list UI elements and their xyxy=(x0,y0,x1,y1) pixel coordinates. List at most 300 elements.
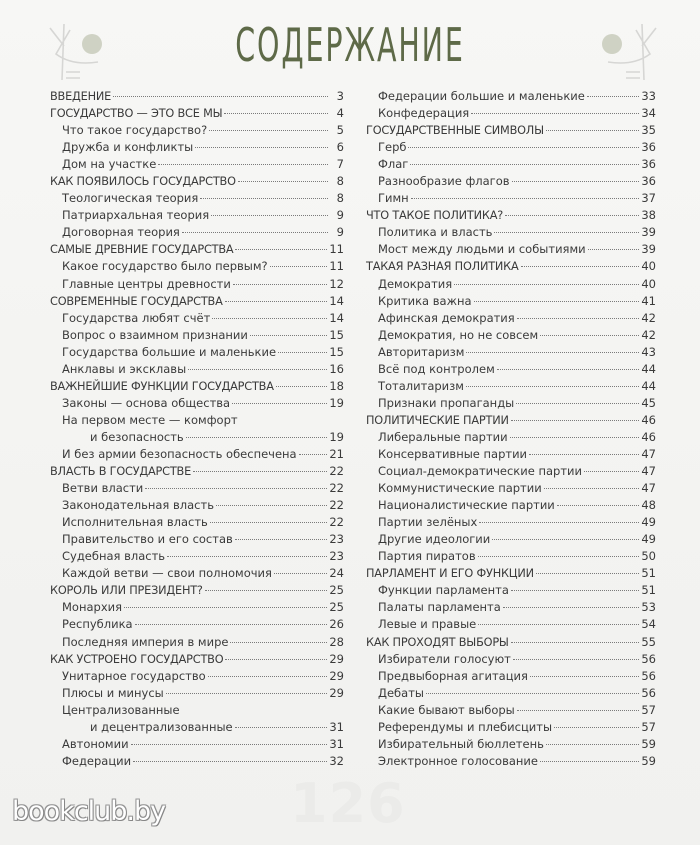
dot-leader xyxy=(540,761,639,762)
toc-subsection-entry xyxy=(366,548,656,565)
toc-section-entry xyxy=(50,88,344,105)
toc-subsection-entry xyxy=(50,616,344,633)
toc-subsection-entry xyxy=(50,429,344,446)
dot-leader xyxy=(193,471,327,472)
toc-entry-title: Судебная власть xyxy=(62,549,166,564)
toc-entry-title: Вопрос о взаимном признании xyxy=(62,327,248,342)
dot-leader xyxy=(517,318,640,319)
toc-subsection-entry xyxy=(50,702,344,719)
toc-subsection-entry xyxy=(50,310,344,327)
toc-page-number: 48 xyxy=(641,498,656,513)
sprout-circle-icon xyxy=(42,20,112,90)
toc-subsection-entry xyxy=(50,668,344,685)
dot-leader xyxy=(478,624,639,625)
toc-entry-title: ВВЕДЕНИЕ xyxy=(50,90,112,103)
dot-leader xyxy=(145,488,327,489)
dot-leader xyxy=(225,301,328,302)
toc-entry-title: Какое государство было первым? xyxy=(62,259,268,274)
toc-entry-title: Законодательная власть xyxy=(62,498,214,513)
toc-entry-title: и безопасность xyxy=(90,429,184,444)
toc-column-right xyxy=(366,88,656,770)
dot-leader xyxy=(131,744,328,745)
toc-subsection-entry xyxy=(50,122,344,139)
dot-leader xyxy=(200,198,328,199)
toc-page-number: 28 xyxy=(329,634,344,649)
dot-leader xyxy=(517,710,640,711)
toc-page-number: 4 xyxy=(336,106,344,121)
toc-entry-title: Либеральные партии xyxy=(378,429,508,444)
dot-leader xyxy=(511,642,640,643)
toc-entry-title: ГОСУДАРСТВЕННЫЕ СИМВОЛЫ xyxy=(366,124,544,138)
dot-leader xyxy=(135,624,328,625)
toc-page-number: 14 xyxy=(329,310,344,325)
toc-section-entry xyxy=(366,258,656,275)
toc-subsection-entry xyxy=(366,668,656,685)
toc-entry-title: и децентрализованные xyxy=(90,719,233,734)
toc-subsection-entry xyxy=(50,344,344,361)
dot-leader xyxy=(158,164,328,165)
toc-subsection-entry xyxy=(50,395,344,412)
toc-page-number: 16 xyxy=(329,361,344,376)
toc-page-number: 18 xyxy=(329,378,344,393)
dot-leader xyxy=(410,164,639,165)
dot-leader xyxy=(235,539,328,540)
dot-leader xyxy=(233,284,328,285)
toc-subsection-entry xyxy=(50,753,344,770)
toc-page-number: 12 xyxy=(329,276,344,291)
toc-subsection-entry xyxy=(366,736,656,753)
toc-page-number: 11 xyxy=(329,242,344,257)
toc-subsection-entry xyxy=(50,156,344,173)
dot-leader xyxy=(408,147,639,148)
dot-leader xyxy=(529,454,639,455)
toc-entry-title: Правительство и его состав xyxy=(62,532,233,547)
dot-leader xyxy=(478,556,640,557)
toc-entry-title: Плюсы и минусы xyxy=(62,685,164,700)
toc-page-number: 46 xyxy=(641,429,656,444)
dot-leader xyxy=(494,232,639,233)
dot-leader xyxy=(186,437,328,438)
toc-page-number: 53 xyxy=(641,600,656,615)
toc-subsection-entry xyxy=(366,241,656,258)
toc-entry-title: ВЛАСТЬ В ГОСУДАРСТВЕ xyxy=(50,465,192,479)
dot-leader xyxy=(536,573,639,574)
toc-entry-title: Другие идеологии xyxy=(378,532,491,547)
toc-page-number: 37 xyxy=(641,191,656,206)
toc-page-number: 23 xyxy=(329,532,344,547)
toc-page-number: 9 xyxy=(336,225,344,240)
dot-leader xyxy=(274,573,327,574)
toc-page-number: 29 xyxy=(329,668,344,683)
toc-subsection-entry xyxy=(50,446,344,463)
toc-subsection-entry xyxy=(366,497,656,514)
dot-leader xyxy=(466,386,639,387)
dot-leader xyxy=(516,403,639,404)
toc-subsection-entry xyxy=(366,156,656,173)
toc-subsection-entry xyxy=(50,719,344,736)
toc-entry-title: Демократия xyxy=(378,276,453,291)
toc-entry-title: Всё под контролем xyxy=(378,361,495,376)
toc-entry-title: Националистические партии xyxy=(378,498,555,513)
toc-entry-title: Монархия xyxy=(62,600,123,615)
toc-subsection-entry xyxy=(366,719,656,736)
toc-page-number: 22 xyxy=(329,464,344,479)
toc-subsection-entry xyxy=(50,565,344,582)
toc-entry-title: Консервативные партии xyxy=(378,446,528,461)
toc-page-number: 42 xyxy=(641,327,656,342)
dot-leader xyxy=(479,522,639,523)
toc-subsection-entry xyxy=(366,429,656,446)
dot-leader xyxy=(208,676,328,677)
toc-entry-title: ПАРЛАМЕНТ И ЕГО ФУНКЦИИ xyxy=(366,567,534,581)
toc-page-number: 40 xyxy=(641,276,656,291)
toc-entry-title: Гимн xyxy=(378,191,409,206)
page-title: СОДЕРЖАНИЕ xyxy=(235,18,465,72)
toc-page-number: 33 xyxy=(641,89,656,103)
dot-leader xyxy=(235,727,328,728)
dot-leader xyxy=(513,659,640,660)
toc-entry-title: Тоталитаризм xyxy=(378,378,464,393)
dot-leader xyxy=(511,590,639,591)
toc-section-entry xyxy=(366,122,656,139)
dot-leader xyxy=(230,642,327,643)
toc-entry-title: КАК ПОЯВИЛОСЬ ГОСУДАРСТВО xyxy=(50,175,236,189)
toc-page-number: 47 xyxy=(641,446,656,461)
toc-entry-title: Что такое государство? xyxy=(62,123,208,138)
toc-page-number: 36 xyxy=(641,140,656,155)
toc-entry-title: Последняя империя в мире xyxy=(62,634,229,649)
toc-page-number: 59 xyxy=(641,736,656,751)
toc-entry-title: КАК УСТРОЕНО ГОСУДАРСТВО xyxy=(50,652,224,666)
watermark-logo: bookclub.by xyxy=(12,796,166,827)
toc-page-number: 54 xyxy=(641,617,656,632)
toc-subsection-entry xyxy=(366,616,656,633)
dot-leader xyxy=(492,539,639,540)
toc-entry-title: ГОСУДАРСТВО — ЭТО ВСЕ МЫ xyxy=(50,107,223,121)
toc-page-number: 44 xyxy=(641,361,656,376)
dot-leader xyxy=(216,505,327,506)
toc-page-number: 29 xyxy=(329,651,344,666)
dot-leader xyxy=(224,113,328,114)
toc-section-entry xyxy=(366,412,656,429)
toc-entry-title: Электронное голосование xyxy=(378,753,538,768)
toc-subsection-entry xyxy=(366,685,656,702)
toc-page-number: 14 xyxy=(329,293,344,308)
toc-entry-title: Разнообразие флагов xyxy=(378,174,510,189)
toc-entry-title: Партии зелёных xyxy=(378,515,478,530)
dot-leader xyxy=(546,130,639,131)
toc-page-number: 50 xyxy=(641,549,656,564)
dot-leader xyxy=(210,522,328,523)
toc-subsection-entry xyxy=(50,327,344,344)
toc-entry-title: Избиратели голосуют xyxy=(378,651,511,666)
toc-page-number: 49 xyxy=(641,532,656,547)
toc-subsection-entry xyxy=(366,105,656,122)
toc-subsection-entry xyxy=(50,685,344,702)
dot-leader xyxy=(503,607,640,608)
toc-subsection-entry xyxy=(366,463,656,480)
toc-entry-title: Функции парламента xyxy=(378,583,509,598)
toc-entry-title: Анклавы и эксклавы xyxy=(62,361,187,376)
dot-leader xyxy=(546,744,639,745)
toc-entry-title: Дружба и конфликты xyxy=(62,140,194,155)
toc-subsection-entry xyxy=(366,361,656,378)
toc-entry-title: На первом месте — комфорт xyxy=(62,412,238,427)
toc-entry-title: Конфедерация xyxy=(378,106,470,121)
toc-entry-title: Каждой ветви — свои полномочия xyxy=(62,566,272,581)
dot-leader xyxy=(238,181,328,182)
toc-subsection-entry xyxy=(50,514,344,531)
toc-entry-title: Социал-демократические партии xyxy=(378,464,582,479)
toc-entry-title: Законы — основа общества xyxy=(62,395,231,410)
toc-subsection-entry xyxy=(50,736,344,753)
toc-page-number: 8 xyxy=(336,174,344,189)
toc-entry-title: Федерации xyxy=(62,753,132,768)
toc-entry-title: Теологическая теория xyxy=(62,191,199,206)
toc-entry-title: СОВРЕМЕННЫЕ ГОСУДАРСТВА xyxy=(50,294,223,308)
toc-page-number: 44 xyxy=(641,378,656,393)
toc-section-entry xyxy=(50,241,344,258)
toc-subsection-entry xyxy=(366,327,656,344)
toc-entry-title: Левые и правые xyxy=(378,617,477,632)
toc-page-number: 29 xyxy=(329,685,344,700)
toc-subsection-entry xyxy=(366,293,656,310)
sprout-circle-icon xyxy=(594,20,664,90)
toc-subsection-entry xyxy=(50,190,344,207)
toc-page-number: 31 xyxy=(329,719,344,734)
toc-subsection-entry xyxy=(366,480,656,497)
toc-page-number: 42 xyxy=(641,310,656,325)
dot-leader xyxy=(530,676,639,677)
dot-leader xyxy=(557,505,640,506)
toc-page-number: 23 xyxy=(329,549,344,564)
toc-entry-title: Автономии xyxy=(62,736,129,751)
dot-leader xyxy=(554,727,639,728)
toc-entry-title: Референдумы и плебисциты xyxy=(378,719,553,734)
toc-entry-title: Избирательный бюллетень xyxy=(378,736,544,751)
toc-page-number: 55 xyxy=(641,634,656,649)
toc-page-number: 56 xyxy=(641,651,656,666)
dot-leader xyxy=(521,266,640,267)
toc-page-number: 43 xyxy=(641,344,656,359)
toc-entry-title: ПОЛИТИЧЕСКИЕ ПАРТИИ xyxy=(366,413,509,427)
dot-leader xyxy=(511,420,640,421)
toc-entry-title: Какие бывают выборы xyxy=(378,702,515,717)
dot-leader xyxy=(471,113,639,114)
dot-leader xyxy=(211,215,328,216)
toc-page-number: 51 xyxy=(641,583,656,598)
toc-page-number: 7 xyxy=(336,157,344,172)
dot-leader xyxy=(113,96,328,97)
toc-subsection-entry xyxy=(366,514,656,531)
toc-page-number: 39 xyxy=(641,242,656,257)
toc-entry-title: Централизованные xyxy=(62,702,180,717)
toc-subsection-entry xyxy=(366,190,656,207)
toc-page-number: 39 xyxy=(641,225,656,240)
toc-entry-title: КАК ПРОХОДЯТ ВЫБОРЫ xyxy=(366,635,509,649)
toc-page-number: 3 xyxy=(336,89,344,103)
toc-page-number: 57 xyxy=(641,719,656,734)
dot-leader xyxy=(426,693,639,694)
toc-entry-title: Республика xyxy=(62,617,133,632)
toc-subsection-entry xyxy=(50,276,344,293)
dot-leader xyxy=(474,301,640,302)
toc-subsection-entry xyxy=(50,258,344,275)
dot-leader xyxy=(505,215,639,216)
toc-page-number: 6 xyxy=(336,140,344,155)
toc-entry-title: САМЫЕ ДРЕВНИЕ ГОСУДАРСТВА xyxy=(50,243,234,257)
toc-page-number: 34 xyxy=(641,106,656,121)
toc-subsection-entry xyxy=(366,702,656,719)
toc-entry-title: Патриархальная теория xyxy=(62,208,210,223)
toc-page-number: 22 xyxy=(329,481,344,496)
toc-page-number: 22 xyxy=(329,498,344,513)
toc-subsection-entry xyxy=(366,753,656,770)
toc-section-entry xyxy=(50,463,344,480)
dot-leader xyxy=(270,266,328,267)
toc-section-entry xyxy=(50,293,344,310)
toc-subsection-entry xyxy=(366,344,656,361)
toc-entry-title: Палаты парламента xyxy=(378,600,501,615)
toc-section-entry xyxy=(50,173,344,190)
toc-entry-title: И без армии безопасность обеспечена xyxy=(62,446,297,461)
toc-page-number: 25 xyxy=(329,583,344,598)
toc-entry-title: Государства большие и маленькие xyxy=(62,344,277,359)
toc-page-number: 59 xyxy=(641,753,656,768)
toc-section-entry xyxy=(50,378,344,395)
toc-subsection-entry xyxy=(50,599,344,616)
toc-page-number: 51 xyxy=(641,566,656,581)
toc-page-number: 19 xyxy=(329,395,344,410)
toc-subsection-entry xyxy=(50,412,344,429)
toc-entry-title: Мост между людьми и событиями xyxy=(378,242,586,257)
toc-page-number: 15 xyxy=(329,344,344,359)
dot-leader xyxy=(276,386,328,387)
dot-leader xyxy=(166,693,328,694)
toc-subsection-entry xyxy=(50,548,344,565)
toc-page-number: 25 xyxy=(329,600,344,615)
toc-entry-title: ВАЖНЕЙШИЕ ФУНКЦИИ ГОСУДАРСТВА xyxy=(50,379,274,393)
toc-subsection-entry xyxy=(50,531,344,548)
toc-entry-title: Дебаты xyxy=(378,685,424,700)
toc-page-number: 47 xyxy=(641,481,656,496)
toc-entry-title: Федерации большие и маленькие xyxy=(378,89,585,103)
toc-entry-title: Политика и власть xyxy=(378,225,493,240)
toc-page-number: 15 xyxy=(329,327,344,342)
toc-section-entry xyxy=(366,207,656,224)
toc-page-number: 38 xyxy=(641,208,656,223)
dot-leader xyxy=(497,369,640,370)
page-number: 126 xyxy=(290,772,406,835)
toc-entry-title: Коммунистические партии xyxy=(378,481,542,496)
toc-section-entry xyxy=(50,105,344,122)
toc-page-number: 5 xyxy=(336,123,344,138)
dot-leader xyxy=(510,437,640,438)
toc-entry-title: Договорная теория xyxy=(62,225,180,240)
toc-page-number: 49 xyxy=(641,515,656,530)
toc-subsection-entry xyxy=(366,88,656,105)
toc-entry-title: Признаки пропаганды xyxy=(378,395,515,410)
dot-leader xyxy=(232,403,327,404)
toc-entry-title: Главные центры древности xyxy=(62,276,231,291)
toc-entry-title: Афинская демократия xyxy=(378,310,515,325)
toc-subsection-entry xyxy=(366,224,656,241)
toc-page-number: 46 xyxy=(641,412,656,427)
toc-subsection-entry xyxy=(50,207,344,224)
toc-page-number: 9 xyxy=(336,208,344,223)
toc-page-number: 32 xyxy=(329,753,344,768)
toc-page-number: 40 xyxy=(641,259,656,274)
dot-leader xyxy=(250,335,327,336)
dot-leader xyxy=(167,556,327,557)
toc-entry-title: ТАКАЯ РАЗНАЯ ПОЛИТИКА xyxy=(366,260,519,274)
toc-subsection-entry xyxy=(366,395,656,412)
dot-leader xyxy=(278,352,327,353)
toc-page-number: 11 xyxy=(329,259,344,274)
toc-page-number: 56 xyxy=(641,685,656,700)
toc-subsection-entry xyxy=(50,480,344,497)
toc-subsection-entry xyxy=(366,531,656,548)
toc-subsection-entry xyxy=(366,276,656,293)
dot-leader xyxy=(182,232,328,233)
toc-entry-title: Критика важна xyxy=(378,293,472,308)
dot-leader xyxy=(133,761,327,762)
dot-leader xyxy=(212,318,327,319)
toc-subsection-entry xyxy=(50,634,344,651)
toc-entry-title: Государства любят счёт xyxy=(62,310,211,325)
toc-page-number: 19 xyxy=(329,429,344,444)
toc-page-number: 56 xyxy=(641,668,656,683)
toc-subsection-entry xyxy=(366,173,656,190)
toc-page-number: 8 xyxy=(336,191,344,206)
toc-entry-title: Предвыборная агитация xyxy=(378,668,528,683)
toc-column-left xyxy=(50,88,344,770)
dot-leader xyxy=(454,284,639,285)
toc-page-number: 57 xyxy=(641,702,656,717)
toc-section-entry xyxy=(366,634,656,651)
toc-page-number: 31 xyxy=(329,736,344,751)
toc-page-number: 26 xyxy=(329,617,344,632)
toc-page-number: 21 xyxy=(329,446,344,461)
toc-entry-title: Флаг xyxy=(378,157,409,172)
toc-subsection-entry xyxy=(366,582,656,599)
dot-leader xyxy=(195,147,328,148)
toc-entry-title: Ветви власти xyxy=(62,481,144,496)
dot-leader xyxy=(584,471,639,472)
toc-page-number: 36 xyxy=(641,157,656,172)
toc-subsection-entry xyxy=(366,599,656,616)
dot-leader xyxy=(225,659,327,660)
toc-subsection-entry xyxy=(366,378,656,395)
dot-leader xyxy=(587,96,640,97)
toc-subsection-entry xyxy=(50,497,344,514)
toc-subsection-entry xyxy=(50,224,344,241)
toc-page-number: 35 xyxy=(641,123,656,138)
toc-page-number: 45 xyxy=(641,395,656,410)
toc-section-entry xyxy=(366,565,656,582)
toc-entry-title: КОРОЛЬ ИЛИ ПРЕЗИДЕНТ? xyxy=(50,584,203,598)
toc-entry-title: Унитарное государство xyxy=(62,668,206,683)
toc-subsection-entry xyxy=(366,651,656,668)
toc-entry-title: Исполнительная власть xyxy=(62,515,208,530)
toc-page-number: 22 xyxy=(329,515,344,530)
toc-entry-title: Демократия, но не совсем xyxy=(378,327,539,342)
dot-leader xyxy=(411,198,640,199)
dot-leader xyxy=(299,454,328,455)
dot-leader xyxy=(205,590,328,591)
toc-page-number: 36 xyxy=(641,174,656,189)
toc-entry-title: Дом на участке xyxy=(62,157,157,172)
